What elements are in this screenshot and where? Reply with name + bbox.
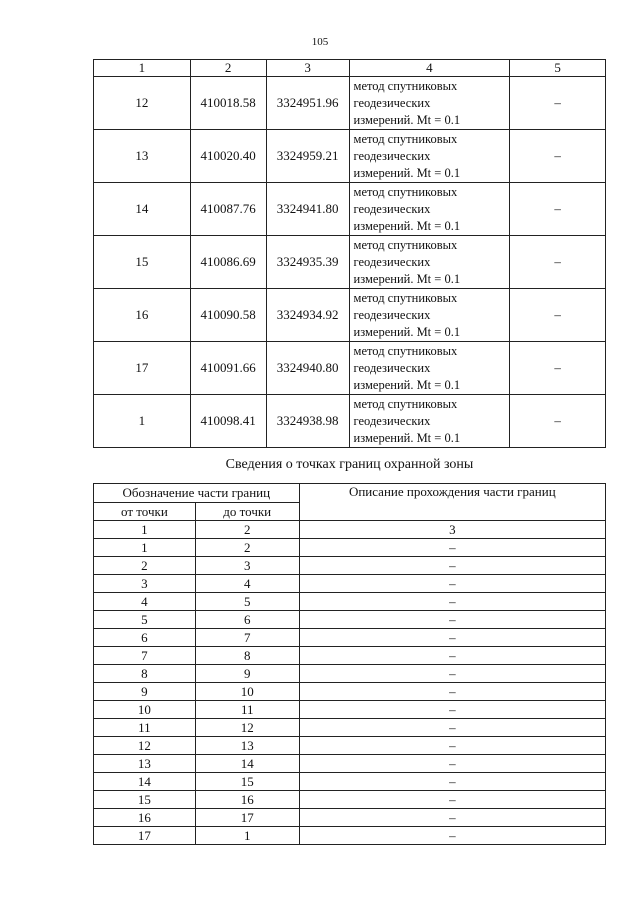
part-description: –	[299, 593, 605, 611]
coordinate-y: 3324940.80	[266, 342, 349, 395]
point-description: –	[510, 236, 606, 289]
part-description: –	[299, 755, 605, 773]
to-point: 13	[195, 737, 299, 755]
from-point: 8	[94, 665, 196, 683]
coordinate-x: 410020.40	[190, 130, 266, 183]
coordinate-x: 410098.41	[190, 395, 266, 448]
to-point: 12	[195, 719, 299, 737]
table-row	[94, 827, 606, 845]
part-description: –	[299, 539, 605, 557]
table-row	[94, 737, 606, 755]
to-point: 8	[195, 647, 299, 665]
part-description: –	[299, 557, 605, 575]
method-line: измерений. Mt = 0.1	[353, 165, 461, 180]
point-description: –	[510, 395, 606, 448]
table-row	[94, 809, 606, 827]
table-row	[94, 755, 606, 773]
from-point: 15	[94, 791, 196, 809]
point-description: –	[510, 342, 606, 395]
method-line: геодезических	[353, 148, 431, 163]
table-row	[94, 289, 606, 342]
to-point: 10	[195, 683, 299, 701]
table-row	[94, 236, 606, 289]
method-description	[349, 236, 510, 289]
method-line: измерений. Mt = 0.1	[353, 324, 461, 339]
method-line: метод спутниковых	[353, 184, 458, 199]
to-point: 4	[195, 575, 299, 593]
column-number-row	[94, 521, 606, 539]
method-line: метод спутниковых	[353, 396, 458, 411]
part-description: –	[299, 611, 605, 629]
point-description: –	[510, 130, 606, 183]
table-row	[94, 342, 606, 395]
coordinate-x: 410086.69	[190, 236, 266, 289]
header-boundary-designation: Обозначение части границ	[94, 484, 300, 503]
to-point: 9	[195, 665, 299, 683]
to-point: 1	[195, 827, 299, 845]
method-line: метод спутниковых	[353, 343, 458, 358]
from-point: 17	[94, 827, 196, 845]
coordinate-x: 410090.58	[190, 289, 266, 342]
column-number: 3	[299, 521, 605, 539]
method-line: метод спутниковых	[353, 78, 458, 93]
part-description: –	[299, 665, 605, 683]
from-point: 2	[94, 557, 196, 575]
from-point: 3	[94, 575, 196, 593]
part-description: –	[299, 737, 605, 755]
coordinate-y: 3324938.98	[266, 395, 349, 448]
table-row	[94, 77, 606, 130]
point-number: 17	[94, 342, 191, 395]
from-point: 6	[94, 629, 196, 647]
method-description	[349, 183, 510, 236]
part-description: –	[299, 575, 605, 593]
table-header-row	[94, 484, 606, 503]
part-description: –	[299, 827, 605, 845]
from-point: 1	[94, 539, 196, 557]
from-point: 16	[94, 809, 196, 827]
from-point: 14	[94, 773, 196, 791]
from-point: 10	[94, 701, 196, 719]
point-number: 13	[94, 130, 191, 183]
part-description: –	[299, 629, 605, 647]
table-row	[94, 791, 606, 809]
table-row	[94, 557, 606, 575]
table-row	[94, 629, 606, 647]
point-number: 16	[94, 289, 191, 342]
to-point: 7	[195, 629, 299, 647]
method-line: геодезических	[353, 360, 431, 375]
coordinates-table	[93, 59, 606, 448]
from-point: 5	[94, 611, 196, 629]
part-description: –	[299, 773, 605, 791]
method-line: измерений. Mt = 0.1	[353, 112, 461, 127]
part-description: –	[299, 683, 605, 701]
column-header: 2	[190, 60, 266, 77]
from-point: 13	[94, 755, 196, 773]
point-description: –	[510, 289, 606, 342]
method-line: метод спутниковых	[353, 131, 458, 146]
method-line: измерений. Mt = 0.1	[353, 218, 461, 233]
part-description: –	[299, 701, 605, 719]
method-line: геодезических	[353, 95, 431, 110]
method-line: геодезических	[353, 413, 431, 428]
from-point: 11	[94, 719, 196, 737]
boundary-parts-table	[93, 483, 606, 845]
column-header: 5	[510, 60, 606, 77]
to-point: 16	[195, 791, 299, 809]
part-description: –	[299, 791, 605, 809]
coordinate-y: 3324934.92	[266, 289, 349, 342]
to-point: 2	[195, 539, 299, 557]
method-description	[349, 342, 510, 395]
table-row	[94, 539, 606, 557]
method-line: геодезических	[353, 307, 431, 322]
table-row	[94, 130, 606, 183]
from-point: 7	[94, 647, 196, 665]
column-header: 3	[266, 60, 349, 77]
method-description	[349, 289, 510, 342]
table-row	[94, 665, 606, 683]
from-point: 4	[94, 593, 196, 611]
header-boundary-description: Описание прохождения части границ	[299, 484, 605, 521]
to-point: 17	[195, 809, 299, 827]
point-number: 1	[94, 395, 191, 448]
method-line: измерений. Mt = 0.1	[353, 377, 461, 392]
point-number: 15	[94, 236, 191, 289]
method-description	[349, 130, 510, 183]
table-row	[94, 611, 606, 629]
part-description: –	[299, 809, 605, 827]
method-description	[349, 77, 510, 130]
column-header: 1	[94, 60, 191, 77]
method-line: измерений. Mt = 0.1	[353, 271, 461, 286]
to-point: 14	[195, 755, 299, 773]
method-line: метод спутниковых	[353, 237, 458, 252]
coordinate-x: 410091.66	[190, 342, 266, 395]
table-row	[94, 719, 606, 737]
table-row	[94, 593, 606, 611]
coordinate-y: 3324951.96	[266, 77, 349, 130]
table-row	[94, 701, 606, 719]
point-description: –	[510, 77, 606, 130]
table-row	[94, 183, 606, 236]
point-number: 14	[94, 183, 191, 236]
to-point: 11	[195, 701, 299, 719]
column-header: 4	[349, 60, 510, 77]
point-description: –	[510, 183, 606, 236]
part-description: –	[299, 719, 605, 737]
table-row	[94, 395, 606, 448]
table-row	[94, 683, 606, 701]
to-point: 6	[195, 611, 299, 629]
part-description: –	[299, 647, 605, 665]
method-line: измерений. Mt = 0.1	[353, 430, 461, 445]
from-point: 12	[94, 737, 196, 755]
table-row	[94, 647, 606, 665]
method-line: геодезических	[353, 254, 431, 269]
method-description	[349, 395, 510, 448]
table-row	[94, 773, 606, 791]
point-number: 12	[94, 77, 191, 130]
page-number: 105	[311, 36, 329, 48]
header-from-point: от точки	[94, 503, 196, 521]
coordinate-y: 3324935.39	[266, 236, 349, 289]
to-point: 15	[195, 773, 299, 791]
table-row	[94, 575, 606, 593]
method-line: геодезических	[353, 201, 431, 216]
to-point: 3	[195, 557, 299, 575]
column-number: 2	[195, 521, 299, 539]
coordinate-y: 3324959.21	[266, 130, 349, 183]
header-to-point: до точки	[195, 503, 299, 521]
coordinate-y: 3324941.80	[266, 183, 349, 236]
coordinate-x: 410087.76	[190, 183, 266, 236]
to-point: 5	[195, 593, 299, 611]
table-header-row	[94, 60, 606, 77]
column-number: 1	[94, 521, 196, 539]
from-point: 9	[94, 683, 196, 701]
coordinate-x: 410018.58	[190, 77, 266, 130]
section-caption: Сведения о точках границ охранной зоны	[225, 457, 474, 472]
method-line: метод спутниковых	[353, 290, 458, 305]
